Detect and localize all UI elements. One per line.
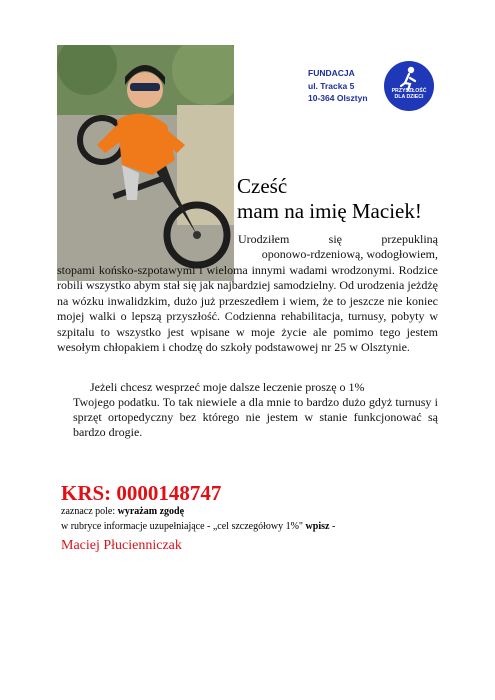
greeting-line-2: mam na imię Maciek! bbox=[237, 199, 422, 223]
foundation-logo bbox=[384, 61, 434, 111]
instruction-1-bold: wyrażam zgodę bbox=[117, 506, 185, 517]
krs-number: KRS: 0000148747 bbox=[61, 481, 222, 505]
plea-body: Twojego podatku. To tak niewiele a dla mnie to bardzo dużo gdyż turnusy i sprzęt ortopedyczny bez którego nie jestem w stanie funkcjonować są bardzo drogie. bbox=[73, 395, 438, 439]
intro-body: stopami końsko-szpotawymi i wieloma innymi wadami wrodzonymi. Rodzice robili wszystko abym stał się jak najbardziej samodzielny. Od urodzenia jeżdżę na wózku inwalidzkim, dużo już przeszedłem i wiem, że to jeszcze nie koniec mojej walki o lepszą przyszłość. Codzienna rehabilitacja, turnusy, pobyty w szpitalu to wszystko jest wpisane w moje życie ale pomimo tego jestem wesołym chłopakiem i chodzę do szkoły podstawowej nr 25 w Olsztynie. bbox=[57, 262, 438, 354]
instruction-1-prefix: zaznacz pole: bbox=[61, 506, 118, 517]
foundation-city: 10-364 Olsztyn bbox=[308, 93, 368, 103]
plea-paragraph bbox=[73, 380, 438, 440]
logo-text bbox=[384, 89, 434, 101]
intro-first-line: Urodziłem się przepukliną bbox=[238, 232, 438, 246]
walking-figure-icon bbox=[384, 61, 434, 111]
greeting-line-1: Cześć bbox=[237, 174, 288, 198]
greeting-heading bbox=[237, 174, 422, 224]
instruction-2-prefix: w rubryce informacje uzupełniające - „cel szczegółowy 1%" bbox=[61, 521, 306, 532]
intro-second-line: oponowo-rdzeniową, wodogłowiem, bbox=[261, 247, 438, 261]
logo-line-1: PRZYSZŁOŚĆ bbox=[391, 88, 427, 94]
foundation-street: ul. Tracka 5 bbox=[308, 80, 355, 91]
instruction-2-bold: wpisz bbox=[305, 521, 330, 532]
foundation-name: FUNDACJA bbox=[308, 68, 355, 78]
photo-boy-handbike bbox=[57, 45, 234, 281]
instruction-line-1 bbox=[61, 506, 184, 518]
plea-first-line: Jeżeli chcesz wesprzeć moje dalsze leczenie proszę o 1% bbox=[90, 380, 365, 394]
photo-illustration bbox=[57, 45, 234, 281]
instruction-line-2 bbox=[61, 521, 335, 533]
instruction-2-suffix: - bbox=[329, 521, 336, 532]
logo-line-2: DLA DZIECI bbox=[394, 93, 424, 100]
intro-paragraph bbox=[57, 247, 438, 356]
beneficiary-name: Maciej Płucienniczak bbox=[61, 538, 182, 553]
foundation-address bbox=[308, 67, 368, 105]
